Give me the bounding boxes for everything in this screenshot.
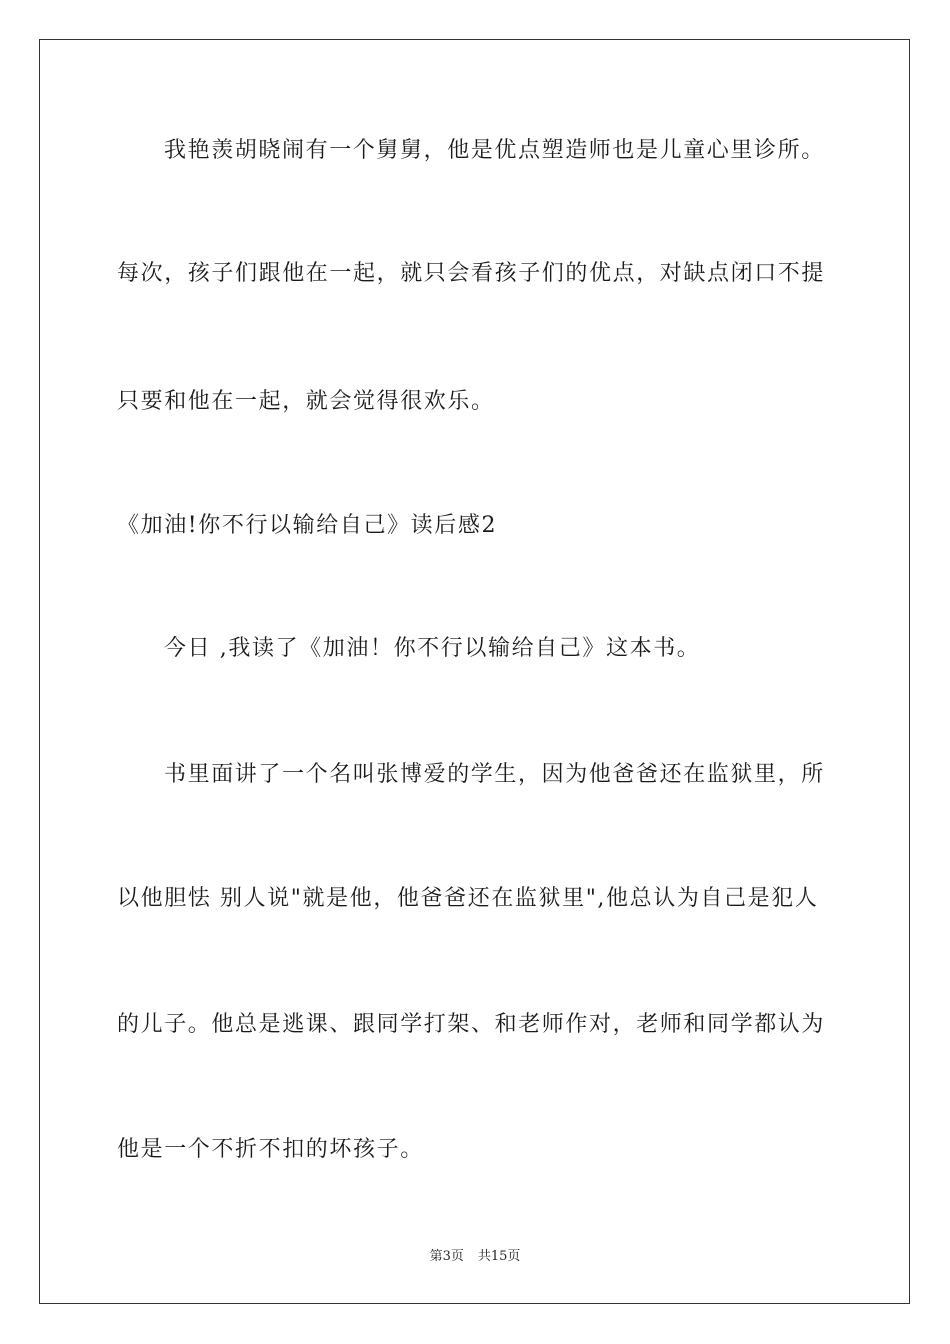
page-total: 共15页 (477, 1249, 521, 1264)
page-number: 第3页 (429, 1249, 464, 1264)
section-heading: 《加油!你不行以输给自己》读后感2 (117, 513, 498, 538)
paragraph-line: 今日 ,我读了《加油！你不行以输给自己》这本书。 (164, 636, 701, 661)
paragraph-line: 书里面讲了一个名叫张博爱的学生，因为他爸爸还在监狱里，所 (164, 762, 825, 787)
paragraph-line: 以他胆怯 别人说"就是他，他爸爸还在监狱里",他总认为自己是犯人 (117, 886, 819, 911)
paragraph-line: 每次，孩子们跟他在一起，就只会看孩子们的优点，对缺点闭口不提 (117, 261, 826, 286)
paragraph-line: 他是一个不折不扣的坏孩子。 (117, 1137, 424, 1162)
page-border (39, 39, 910, 1304)
paragraph-line: 的儿子。他总是逃课、跟同学打架、和老师作对，老师和同学都认为 (117, 1012, 826, 1037)
paragraph-line: 只要和他在一起，就会觉得很欢乐。 (117, 389, 495, 414)
paragraph-line: 我艳羡胡晓闹有一个舅舅，他是优点塑造师也是儿童心里诊所。 (164, 138, 825, 163)
page-footer (0, 1248, 950, 1266)
